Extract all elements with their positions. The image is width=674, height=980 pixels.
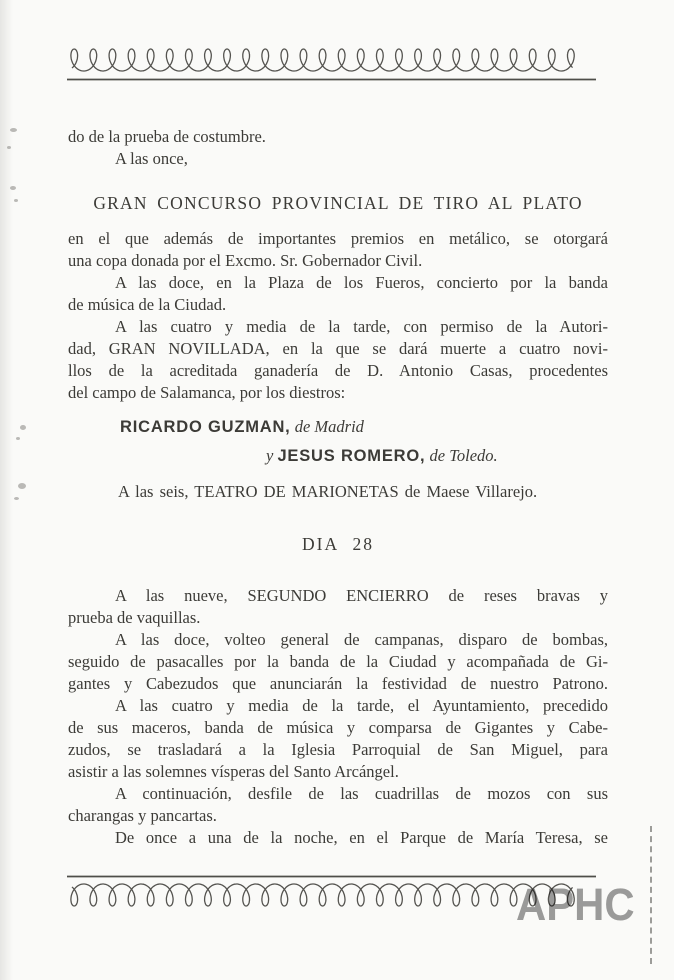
scan-artifact bbox=[14, 497, 19, 500]
body-line: seguido de pasacalles por la banda de la Ciudad y acompañada de Gi- bbox=[68, 652, 608, 671]
body-line: del campo de Salamanca, por los diestros: bbox=[68, 383, 346, 402]
body-line: A las nueve, SEGUNDO ENCIERRO de reses bravas y bbox=[115, 586, 608, 605]
conjunction: y bbox=[266, 446, 274, 465]
body-line: zudos, se trasladará a la Iglesia Parroquial de San Miguel, para bbox=[68, 740, 608, 759]
scan-artifact bbox=[7, 146, 11, 149]
diestro-origin: de Madrid bbox=[294, 417, 364, 436]
diestro-origin: de Toledo. bbox=[429, 446, 498, 465]
body-line: A las doce, en la Plaza de los Fueros, concierto por la banda bbox=[115, 273, 608, 292]
scan-artifact bbox=[16, 437, 20, 440]
scan-artifact bbox=[10, 186, 16, 190]
body-line: prueba de vaquillas. bbox=[68, 608, 201, 627]
diestros-block bbox=[68, 416, 608, 467]
contest-heading: GRAN CONCURSO PROVINCIAL DE TIRO AL PLATO bbox=[93, 193, 583, 213]
scan-artifact bbox=[18, 483, 26, 489]
body-line: De once a una de la noche, en el Parque de María Teresa, se bbox=[115, 828, 608, 847]
page-fold-mark bbox=[650, 826, 652, 964]
diestro-name: RICARDO GUZMAN, bbox=[120, 418, 291, 436]
program-text-block bbox=[68, 126, 608, 849]
body-line: en el que además de importantes premios en metálico, se otorgará bbox=[68, 229, 608, 248]
body-line: A las cuatro y media de la tarde, el Ayuntamiento, precedido bbox=[115, 696, 608, 715]
teatro-line: A las seis, TEATRO DE MARIONETAS de Maese Villarejo. bbox=[118, 482, 538, 501]
body-line: dad, GRAN NOVILLADA, en la que se dará muerte a cuatro novi- bbox=[68, 339, 608, 358]
body-line: A las cuatro y media de la tarde, con permiso de la Autori- bbox=[115, 317, 608, 336]
body-line: charangas y pancartas. bbox=[68, 806, 217, 825]
scan-artifact bbox=[20, 425, 26, 430]
aphc-watermark: APHC bbox=[516, 879, 635, 930]
diestro-name: JESUS ROMERO, bbox=[277, 447, 426, 465]
body-line: asistir a las solemnes vísperas del Santo Arcángel. bbox=[68, 762, 399, 781]
body-line: llos de la acreditada ganadería de D. Antonio Casas, procedentes bbox=[68, 361, 608, 380]
day-heading: DIA 28 bbox=[301, 534, 374, 554]
scan-artifact bbox=[14, 199, 18, 202]
body-line: do de la prueba de costumbre. bbox=[68, 127, 266, 146]
scan-artifact bbox=[10, 128, 17, 132]
body-line: de sus maceros, banda de música y comparsa de Gigantes y Cabe- bbox=[68, 718, 608, 737]
body-line: A continuación, desfile de las cuadrillas de mozos con sus bbox=[115, 784, 608, 803]
body-line: A las once, bbox=[115, 149, 188, 168]
diestro-line-2 bbox=[68, 445, 608, 467]
body-line: de música de la Ciudad. bbox=[68, 295, 227, 314]
diestro-line-1 bbox=[68, 416, 608, 438]
body-line: una copa donada por el Excmo. Sr. Gobernador Civil. bbox=[68, 251, 423, 270]
loop-border-top-icon bbox=[64, 42, 604, 84]
body-line: gantes y Cabezudos que anunciarán la festividad de nuestro Patrono. bbox=[68, 674, 608, 693]
body-line: A las doce, volteo general de campanas, disparo de bombas, bbox=[115, 630, 608, 649]
